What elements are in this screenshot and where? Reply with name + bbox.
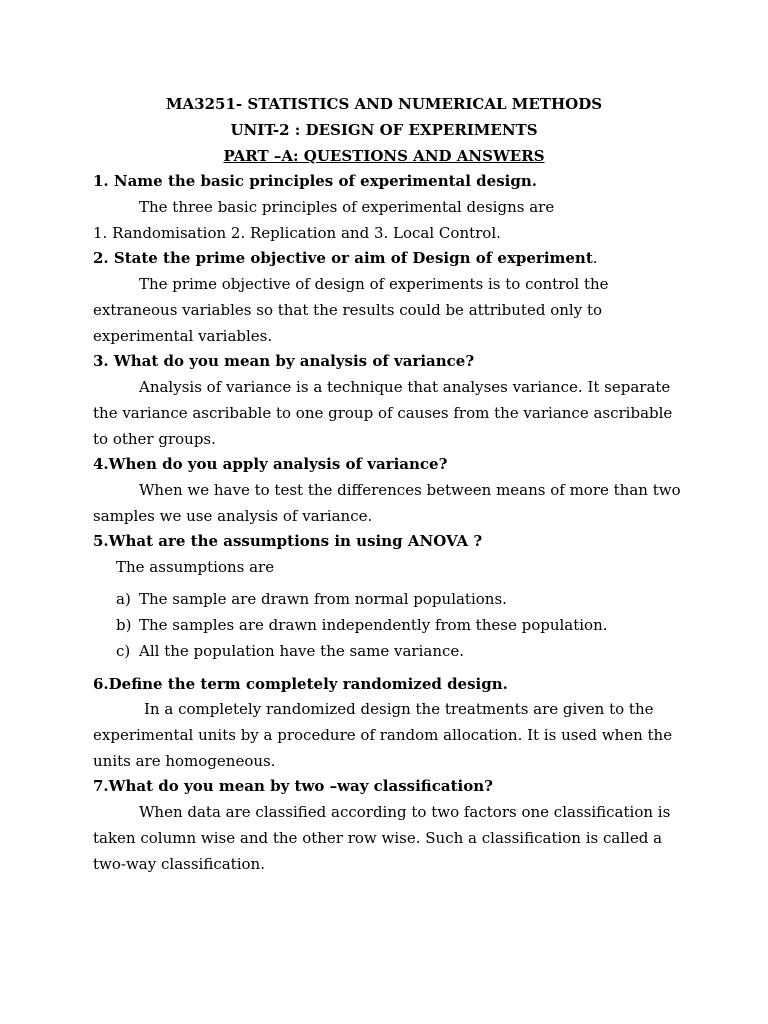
list-text: All the population have the same variance.: [139, 642, 465, 660]
answer-1-line-1: The three basic principles of experimental designs are: [139, 198, 555, 216]
answer-4-line-1: When we have to test the differences between means of more than two: [139, 481, 681, 499]
answer-7-line-3: two-way classification.: [93, 855, 265, 873]
answer-7-line-1: When data are classified according to two factors one classification is: [139, 803, 671, 821]
answer-2-line-2: extraneous variables so that the results could be attributed only to: [93, 301, 602, 319]
answer-6-line-1: In a completely randomized design the treatments are given to the: [144, 700, 654, 718]
question-2-end: .: [592, 249, 598, 267]
answer-7-line-2: taken column wise and the other row wise. Such a classification is called a: [93, 829, 663, 847]
question-3: 3. What do you mean by analysis of variance?: [93, 352, 475, 370]
part-title: PART –A: QUESTIONS AND ANSWERS: [223, 147, 545, 165]
unit-title: UNIT-2 : DESIGN OF EXPERIMENTS: [230, 121, 538, 139]
list-text: The samples are drawn independently from these population.: [139, 616, 608, 634]
question-4: 4.When do you apply analysis of variance?: [93, 455, 448, 473]
list-marker: a): [116, 590, 131, 608]
question-6: 6.Define the term completely randomized design.: [93, 675, 508, 693]
answer-6-line-2: experimental units by a procedure of random allocation. It is used when the: [93, 726, 673, 744]
question-7: 7.What do you mean by two –way classification?: [93, 777, 493, 795]
list-marker: b): [116, 616, 132, 634]
question-2: [93, 248, 598, 268]
answer-1-line-2: 1. Randomisation 2. Replication and 3. Local Control.: [93, 224, 501, 242]
question-1: 1. Name the basic principles of experimental design.: [93, 172, 537, 190]
question-2-text: 2. State the prime objective or aim of Design of experiment: [93, 249, 593, 267]
answer-5-intro: The assumptions are: [116, 558, 275, 576]
answer-3-line-3: to other groups.: [93, 430, 216, 448]
answer-4-line-2: samples we use analysis of variance.: [93, 507, 373, 525]
answer-2-line-1: The prime objective of design of experiments is to control the: [139, 275, 609, 293]
answer-2-line-3: experimental variables.: [93, 327, 273, 345]
list-marker: c): [116, 642, 131, 660]
answer-3-line-1: Analysis of variance is a technique that analyses variance. It separate: [139, 378, 671, 396]
list-text: The sample are drawn from normal populations.: [139, 590, 507, 608]
answer-6-line-3: units are homogeneous.: [93, 752, 276, 770]
answer-3-line-2: the variance ascribable to one group of causes from the variance ascribable: [93, 404, 673, 422]
course-title: MA3251- STATISTICS AND NUMERICAL METHODS: [165, 95, 603, 113]
question-5: 5.What are the assumptions in using ANOVA ?: [93, 532, 483, 550]
